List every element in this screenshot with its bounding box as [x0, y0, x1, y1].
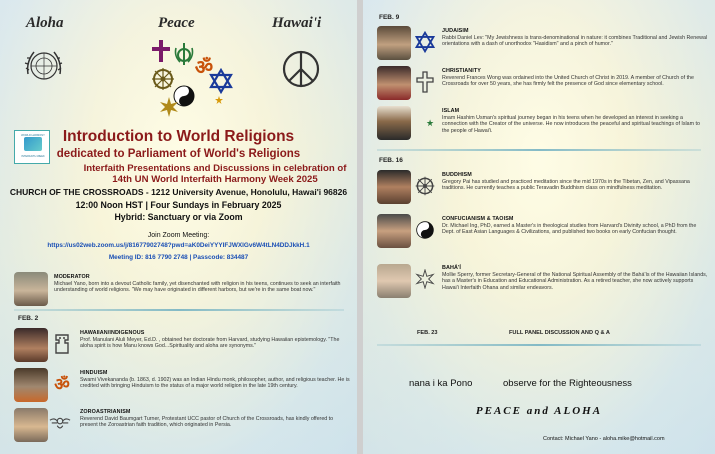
interfaith-line-1: Interfaith Presentations and Discussions in celebration of: [83, 163, 347, 174]
islam-presenter-photo: [377, 106, 411, 140]
buddhism-label: BUDDHISM: [442, 172, 472, 178]
hinduism-bio: Swami Vivekananda (b. 1863, d. 1902) was an Indian Hindu monk, philosopher, author, and religious teacher. He is credited with bringing Hinduism to the status of a major world religion in the late 19th century.: [80, 377, 350, 390]
hawaiian-label: HAWAIIAN/INDIGENOUS: [80, 330, 145, 336]
bahai-star-icon-small: [414, 268, 436, 290]
moderator-label: MODERATOR: [54, 274, 90, 280]
star-of-david-icon-small: [414, 31, 436, 53]
zoroastrianism-label: ZOROASTRIANISM: [80, 409, 131, 415]
header-aloha: Aloha: [26, 15, 64, 31]
judaism-bio: Rabbi Daniel Lev: "My Jewishness is trans-denominational in nature: it combines Traditional and Jewish Renewal orientations with a dash of unorthodox "Hasidism" and a pinch of humor.": [442, 35, 708, 48]
logo-text-bottom: INTERFAITH WEEK: [21, 155, 45, 158]
observe-translation: observe for the Righteousness: [503, 378, 632, 389]
tiki-icon: [51, 333, 73, 355]
nana-i-ka-pono: nana i ka Pono: [409, 378, 473, 389]
zoom-meeting-id: Meeting ID: 816 7790 2748 | Passcode: 834487: [108, 254, 249, 261]
event-format: Hybrid: Sanctuary or via Zoom: [114, 212, 243, 222]
islam-label: ISLAM: [442, 108, 460, 114]
confucianism-label: CONFUCIANISM & TAOISM: [442, 216, 514, 222]
islam-bio: Imam Hashim Usman's spiritual journey began in his teens when he developed an interest in seeking a connection with the Creator of the universe. He now introduces the peaceful and spiritual teachings of Islam to the people of Hawai'i.: [442, 115, 700, 134]
flyer-page-right: [363, 0, 715, 454]
zoroastrian-presenter-photo: [14, 408, 48, 442]
flyer-page-left: [0, 0, 357, 454]
hindu-presenter-photo: [14, 368, 48, 402]
confucianism-presenter-photo: [377, 214, 411, 248]
bahai-bio: Mollie Sperry, former Secretary-General of the National Spiritual Assembly of the Bahá'ís of the Hawaiian Islands, has a Master's in Education and Educational Administration. As a retired teacher, she now actively supports Hawai'i Interfaith Ohana and similar endeavors.: [442, 272, 708, 291]
un-emblem-icon: [22, 44, 66, 88]
page-subtitle: dedicated to Parliament of World's Religions: [56, 148, 301, 160]
bahai-label: BAHÁ'Í: [442, 265, 461, 271]
crescent-star-icon: [200, 86, 226, 112]
interfaith-heading: [70, 163, 357, 185]
date-feb-23: FEB. 23: [417, 330, 438, 336]
section-divider: [14, 309, 344, 311]
church-address: CHURCH OF THE CROSSROADS - 1212 University Avenue, Honolulu, Hawai'i 96826: [9, 187, 348, 197]
christianity-label: CHRISTIANITY: [442, 68, 481, 74]
christian-cross-icon: [148, 38, 174, 64]
date-feb-2: FEB. 2: [18, 315, 39, 322]
header-peace: Peace: [158, 15, 195, 31]
peace-sign-icon: [280, 48, 322, 90]
hinduism-label: HINDUISM: [80, 370, 108, 376]
section-divider-3: [377, 344, 701, 346]
bahai-presenter-photo: [377, 264, 411, 298]
event-time: 12:00 Noon HST | Four Sundays in February 2025: [75, 200, 282, 210]
om-icon: ॐ: [194, 56, 214, 79]
contact-info: Contact: Michael Yano - aloha.mike@hotmail.com: [543, 436, 665, 442]
buddhism-presenter-photo: [377, 170, 411, 204]
peace-and-aloha: PEACE and ALOHA: [475, 405, 603, 417]
zoom-link[interactable]: https://us02web.zoom.us/j/81677902748?pwd=aK0DeiYYYIFJWXlGv6W4tLN4DDJkkH.1: [47, 242, 310, 249]
date-feb-9: FEB. 9: [379, 14, 400, 21]
page-title: Introduction to World Religions: [62, 128, 295, 145]
full-panel-label: FULL PANEL DISCUSSION AND Q & A: [509, 330, 610, 336]
buddhism-bio: Gregory Pai has studied and practiced meditation since the mid 1970s in the Tibetan, Zen, and Vipassana traditions. He currently teaches a public Teravadin Buddhism class on mindfulness meditation.: [442, 179, 690, 192]
date-feb-16: FEB. 16: [379, 157, 403, 164]
zoom-join-label: Join Zoom Meeting:: [147, 232, 210, 239]
dharma-wheel-icon-small: [414, 175, 436, 197]
crescent-star-icon-small: [414, 111, 436, 133]
moderator-bio: Michael Yano, born into a devout Catholic family, yet disenchanted with religion in his teens, continues to seek an interfaith understanding of world religions. "We may have originated in different harbors, but we're in the same boat now.": [54, 281, 341, 294]
faravahar-icon: [49, 411, 71, 433]
bahai-star-icon: [158, 96, 180, 118]
header-hawaii: Hawai'i: [272, 15, 322, 31]
christianity-presenter-photo: [377, 66, 411, 100]
section-divider-2: [377, 149, 701, 151]
hawaiian-bio: Prof. Manulani Aluli Meyer, Ed.D. , obtained her doctorate from Harvard, studying Hawaiian epistemology. "The aloha spirit is how Manu knows God...Spirituality and aloha are synonyms.": [80, 337, 340, 350]
judaism-presenter-photo: [377, 26, 411, 60]
moderator-photo: [14, 272, 48, 306]
hawaiian-presenter-photo: [14, 328, 48, 362]
judaism-label: JUDAISIM: [442, 28, 469, 34]
confucianism-bio: Dr. Michael Ing, PhD, earned a Master's in theological studies from Harvard's Divinity school, a PhD from the Dept. of East Asian Languages & Civilizations, and published two books on early Confucian thought.: [442, 223, 697, 236]
om-icon-small: ॐ: [54, 374, 70, 394]
christianity-bio: Reverend Frances Wong was ordained into the United Church of Christ in 2019. A member of Church of the Crossroads for over 50 years, she has firmly felt the presence of God since elementary school.: [442, 75, 694, 88]
ucc-cross-icon: [414, 71, 436, 93]
interfaith-line-2: 14th UN World Interfaith Harmony Week 2025: [112, 174, 318, 185]
yin-yang-icon-small: [414, 219, 436, 241]
logo-text-top: WORLD HARMONY: [21, 134, 45, 137]
zoroastrianism-bio: Reverend David Baumgart Turner, Protestant UCC pastor of Church of the Crossroads, has kindly offered to present the Zoroastrian faith tradition, which originated in Persia.: [80, 416, 334, 429]
